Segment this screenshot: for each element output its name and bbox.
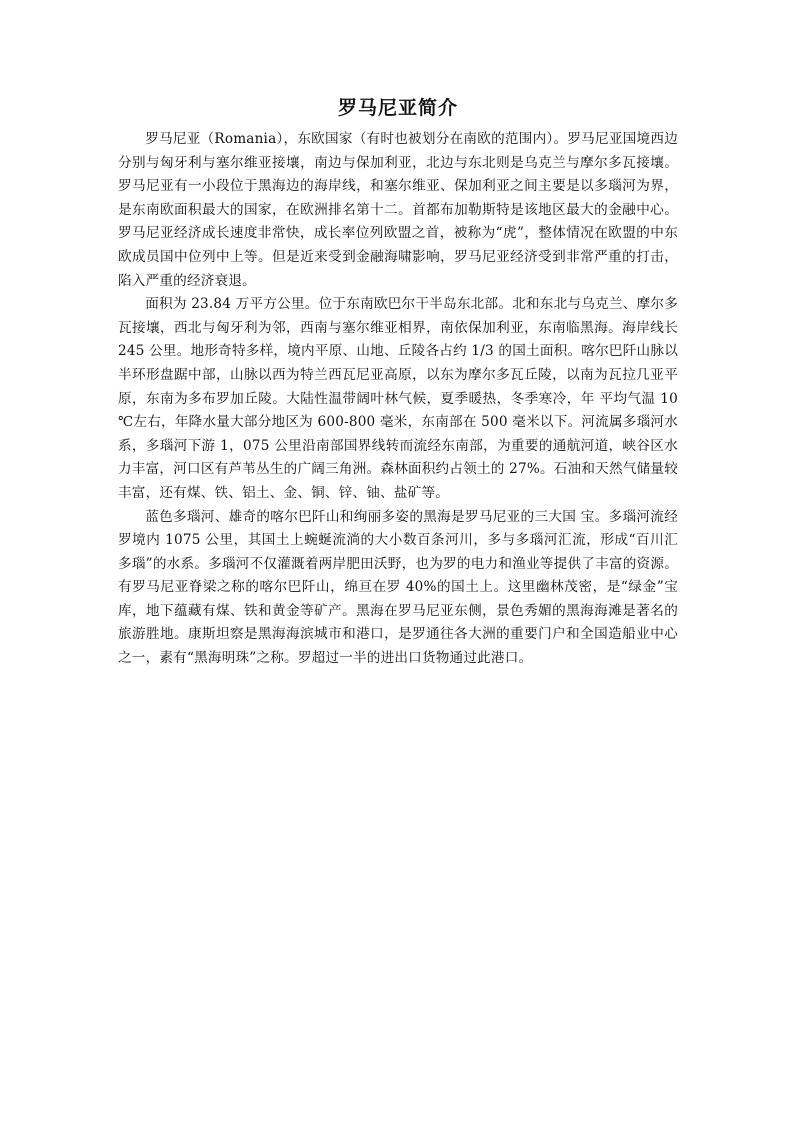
paragraph-geography: 面积为 23.84 万平方公里。位于东南欧巴尔干半岛东北部。北和东北与乌克兰、摩尔多瓦接壤，西北与匈牙利为邻，西南与塞尔维亚相界，南依保加利亚，东南临黑海。海岸线长 245 公里。地形奇特多样，境内平原、山地、丘陵各占约 1/3 的国土面积。喀尔巴阡山脉以半环形盘踞中部，山脉以西为特兰西瓦尼亚高原，以东为摩尔多瓦丘陵，以南为瓦拉几亚平原，东南为多布罗加丘陵。大陆性温带阔叶林气候，夏季暖热，冬季寒冷，年 平均气温 10 ℃左右，年降水量大部分地区为 600-800 毫米，东南部在 500 毫米以下。河流属多瑙河水系，多瑙河下游 1，075 公里沿南部国界线转而流经东南部，为重要的通航河道，峡谷区水力丰富，河口区有芦苇丛生的广阔三角洲。森林面积约占领土的 27%。石油和天然气储量较丰富，还有煤、铁、铝土、金、铜、锌、铀、盐矿等。 xyxy=(118,296,678,501)
paragraph-overview: 罗马尼亚（Romania），东欧国家（有时也被划分在南欧的范围内）。罗马尼亚国境西边分别与匈牙利与塞尔维亚接壤，南边与保加利亚，北边与东北则是乌克兰与摩尔多瓦接壤。罗马尼亚有一小段位于黑海边的海岸线，和塞尔维亚、保加利亚之间主要是以多瑙河为界，是东南欧面积最大的国家，在欧洲排名第十二。首都布加勒斯特是该地区最大的金融中心。罗马尼亚经济成长速度非常快，成长率位列欧盟之首，被称为“虎”，整体情况在欧盟的中东欧成员国中位列中上等。但是近来受到金融海啸影响，罗马尼亚经济受到非常严重的打击，陷入严重的经济衰退。 xyxy=(118,131,678,289)
paragraph-national-treasures: 蓝色多瑙河、雄奇的喀尔巴阡山和绚丽多姿的黑海是罗马尼亚的三大国 宝。多瑙河流经罗境内 1075 公里，其国土上蜿蜒流淌的大小数百条河川，多与多瑙河汇流，形成“百川汇多瑙”的水系。多瑙河不仅灌溉着两岸肥田沃野，也为罗的电力和渔业等提供了丰富的资源。有罗马尼亚脊梁之称的喀尔巴阡山，绵亘在罗 40%的国土上。这里幽林茂密，是“绿金”宝库，地下蕴藏有煤、铁和黄金等矿产。黑海在罗马尼亚东侧，景色秀媚的黑海海滩是著名的旅游胜地。康斯坦察是黑海海滨城市和港口，是罗通往各大洲的重要门户和全国造船业中心之一，素有“黑海明珠”之称。罗超过一半的进出口货物通过此港口。 xyxy=(118,508,678,667)
document-page xyxy=(118,92,678,671)
document-title: 罗马尼亚简介 xyxy=(337,97,458,119)
